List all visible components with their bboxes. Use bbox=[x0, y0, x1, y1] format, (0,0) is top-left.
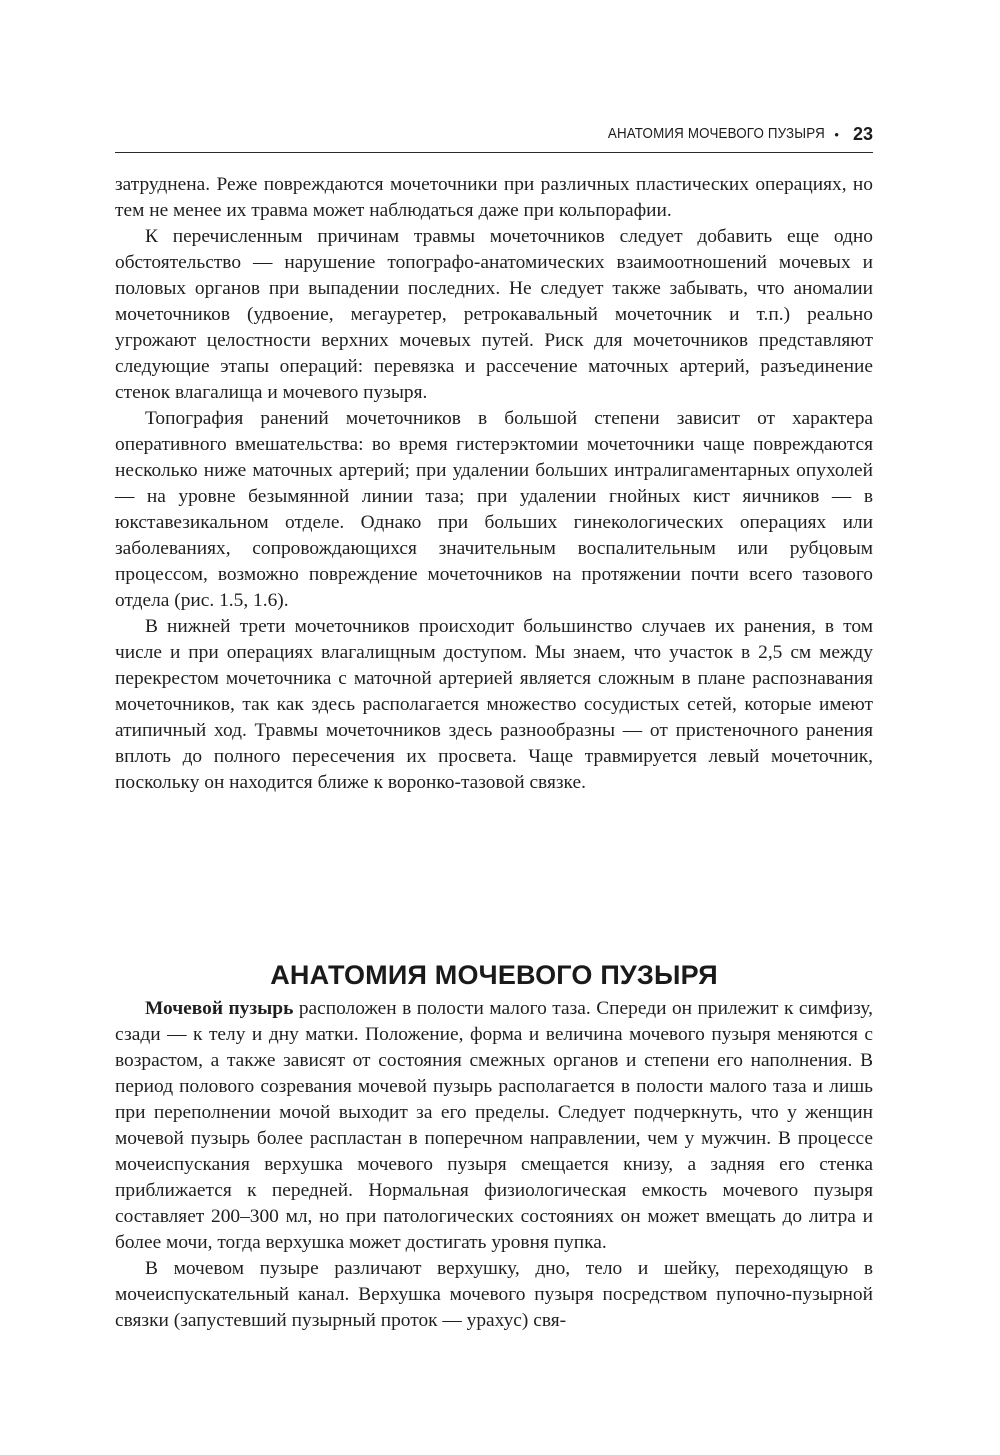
running-head-bullet: • bbox=[834, 126, 839, 142]
paragraph-text: расположен в полости малого таза. Спереди он прилежит к симфизу, сзади — к телу и дну матки. Положение, форма и величина мочевого пузыря меняются с возрастом, а также зависят от состояния смежных органов и степени его наполнения. В период полового созревания мочевой пузырь располагается в полости малого таза и лишь при переполнении мочой выходит за его пределы. Следует подчеркнуть, что у женщин мочевой пузырь более распластан в поперечном направлении, чем у мужчин. В процессе мочеиспускания верхушка мочевого пузыря смещается книзу, а задняя его стенка приближается к передней. Нормальная физиологическая емкость мочевого пузыря составляет 200–300 мл, но при патологических состояниях он может вмещать до литра и более мочи, тогда верхушка может достигать уровня пупка. bbox=[115, 998, 873, 1253]
running-head bbox=[115, 121, 873, 147]
running-head-title: АНАТОМИЯ МОЧЕВОГО ПУЗЫРЯ bbox=[607, 126, 825, 142]
paragraph-ureter-injury-causes: К перечисленным причинам травмы мочеточников следует добавить еще одно обстоятельство — нарушение топографо-анатомических взаимоотношений мочевых и половых органов при выпадении последних. Не следует также забывать, что аномалии мочеточников (удвоение, мегауретер, ретрокавальный мочеточник и т.п.) реально угрожают целостности верхних мочевых путей. Риск для мочеточников представляют следующие этапы операций: перевязка и рассечение маточных артерий, разъединение стенок влагалища и мочевого пузыря. bbox=[115, 226, 873, 403]
body-text-upper bbox=[115, 172, 873, 796]
section-heading: АНАТОМИЯ МОЧЕВОГО ПУЗЫРЯ bbox=[270, 960, 718, 991]
term-bold: Мочевой пузырь bbox=[145, 998, 294, 1019]
header-rule bbox=[115, 152, 873, 153]
paragraph-bladder-position bbox=[115, 996, 873, 1256]
paragraph-lower-third: В нижней трети мочеточников происходит большинство случаев их ранения, в том числе и при операциях влагалищным доступом. Мы знаем, что участок в 2,5 см между перекрестом мочеточника с маточной артерией является сложным в плане распознавания мочеточников, так как здесь располагается множество сосудистых сетей, которые имеют атипичный ход. Травмы мочеточников здесь разнообразны — от пристеночного ранения вплоть до полного пересечения их просвета. Чаще травмируется левый мочеточник, поскольку он находится ближе к воронко-тазовой связке. bbox=[115, 616, 873, 793]
page-number: 23 bbox=[852, 123, 873, 144]
paragraph-bladder-parts: В мочевом пузыре различают верхушку, дно, тело и шейку, переходящую в мочеиспускательный канал. Верхушка мочевого пузыря посредством пупочно-пузырной связки (запустевший пузырный проток — урахус) свя- bbox=[115, 1258, 873, 1331]
paragraph-injury-topography: Топография ранений мочеточников в большой степени зависит от характера оперативного вмешательства: во время гистерэктомии мочеточники чаще повреждаются несколько ниже маточных артерий; при удалении больших интралигаментарных опухолей — на уровне безымянной линии таза; при удалении гнойных кист яичников — в юкставезикальном отделе. Однако при больших гинекологических операциях или заболеваниях, сопровождающихся значительным воспалительным или рубцовым процессом, возможно повреждение мочеточников на протяжении почти всего тазового отдела (рис. 1.5, 1.6). bbox=[115, 408, 873, 611]
paragraph-continued: затруднена. Реже повреждаются мочеточники при различных пластических операциях, но тем не менее их травма может наблюдаться даже при кольпорафии. bbox=[115, 174, 873, 221]
body-text-lower bbox=[115, 996, 873, 1334]
